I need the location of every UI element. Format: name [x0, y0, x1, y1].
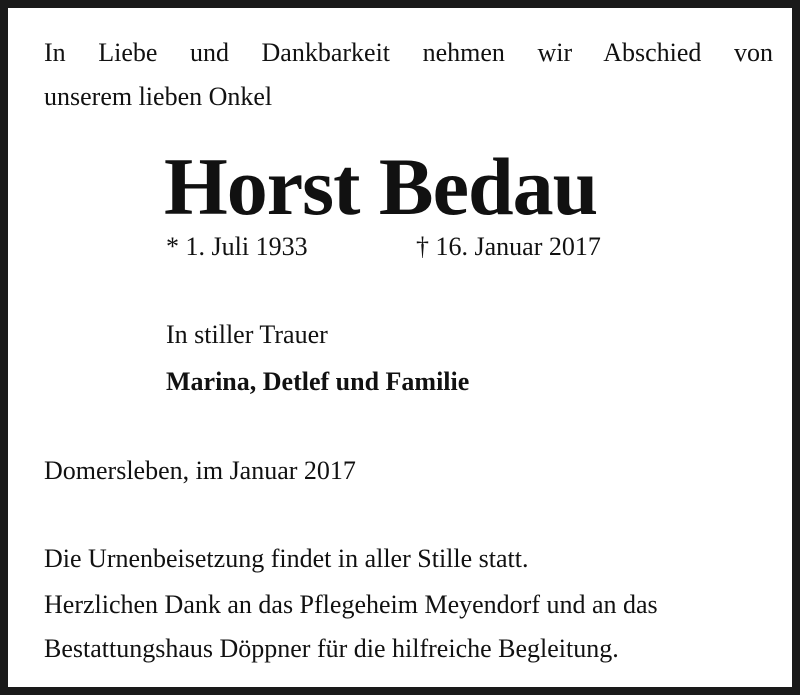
mourning-phrase: In stiller Trauer [166, 320, 328, 349]
death-date: † 16. Januar 2017 [416, 232, 601, 261]
note-line-2: Herzlichen Dank an das Pflegeheim Meyendorf und an das [44, 590, 658, 619]
note-line-1: Die Urnenbeisetzung findet in aller Stille statt. [44, 544, 529, 573]
mourners-names: Marina, Detlef und Familie [166, 367, 470, 396]
birth-date: * 1. Juli 1933 [166, 232, 308, 261]
intro-text-line-2: unserem lieben Onkel [44, 82, 273, 111]
deceased-name: Horst Bedau [164, 141, 598, 232]
note-line-3: Bestattungshaus Döppner für die hilfreiche Begleitung. [44, 634, 619, 663]
place-and-date: Domersleben, im Januar 2017 [44, 456, 356, 485]
intro-text-line-1: In Liebe und Dankbarkeit nehmen wir Abschied von [44, 38, 773, 67]
